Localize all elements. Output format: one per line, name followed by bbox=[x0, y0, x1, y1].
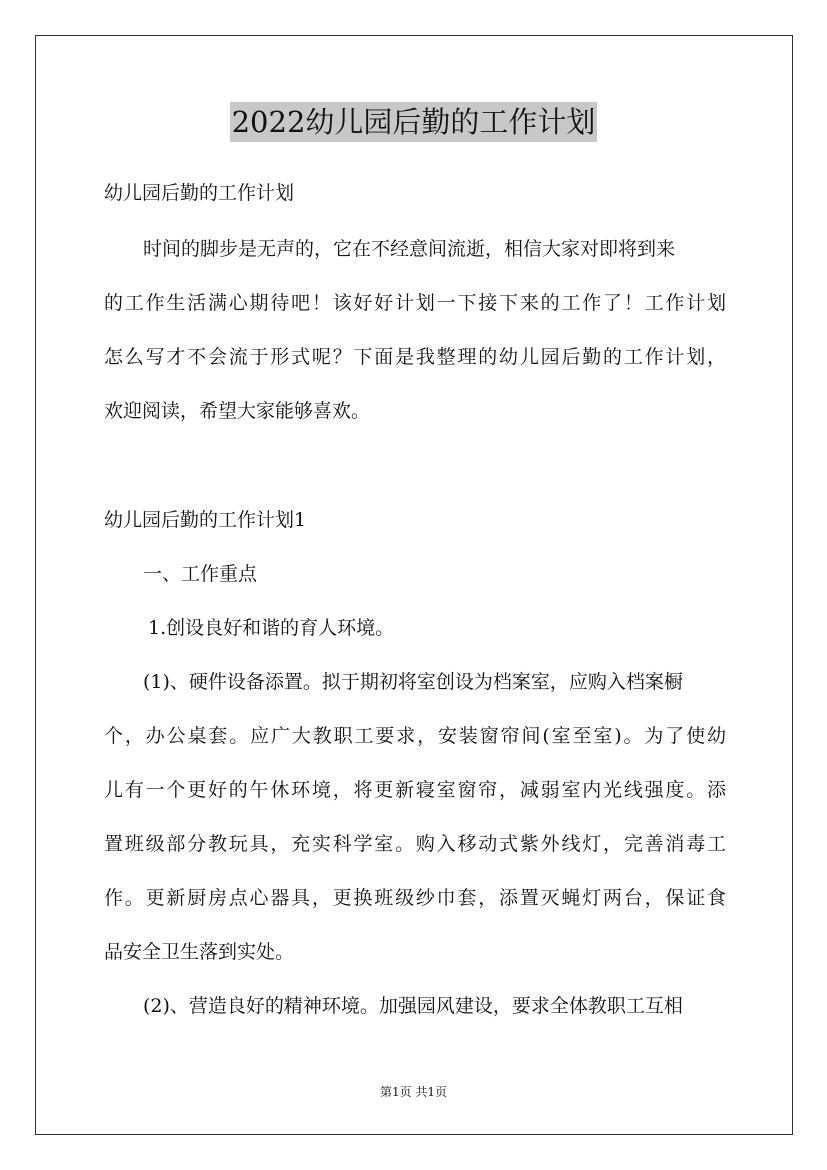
document-subtitle: 幼儿园后勤的工作计划 bbox=[104, 182, 295, 204]
paragraph-line: 儿有一个更好的午休环境，将更新寝室窗帘，减弱室内光线强度。添 bbox=[104, 779, 726, 801]
intro-line: 的工作生活满心期待吧！该好好计划一下接下来的工作了！工作计划 bbox=[104, 292, 726, 314]
section-heading: 幼儿园后勤的工作计划1 bbox=[104, 509, 307, 531]
intro-line: 怎么写才不会流于形式呢？下面是我整理的幼儿园后勤的工作计划， bbox=[104, 346, 726, 368]
title-container bbox=[0, 102, 827, 142]
paragraph-line: 个，办公桌套。应广大教职工要求，安装窗帘间(室至室)。为了使幼 bbox=[104, 725, 726, 747]
paragraph-line: (1)、硬件设备添置。拟于期初将室创设为档案室，应购入档案橱 bbox=[143, 671, 683, 693]
paragraph-line: 置班级部分教玩具，充实科学室。购入移动式紫外线灯，完善消毒工 bbox=[104, 833, 726, 855]
intro-line: 欢迎阅读，希望大家能够喜欢。 bbox=[104, 400, 371, 422]
intro-line: 时间的脚步是无声的，它在不经意间流逝，相信大家对即将到来 bbox=[143, 238, 676, 260]
subheading: 一、工作重点 bbox=[143, 563, 258, 585]
item-heading: 1.创设良好和谐的育人环境。 bbox=[148, 617, 395, 639]
document-title: 2022幼儿园后勤的工作计划 bbox=[230, 102, 598, 142]
paragraph-line: 作。更新厨房点心器具，更换班级纱巾套，添置灭蝇灯两台，保证食 bbox=[104, 887, 726, 909]
page-footer: 第1页 共1页 bbox=[379, 1085, 448, 1099]
paragraph-line: (2)、营造良好的精神环境。加强园风建设，要求全体教职工互相 bbox=[143, 995, 683, 1017]
paragraph-line: 品安全卫生落到实处。 bbox=[104, 941, 295, 963]
